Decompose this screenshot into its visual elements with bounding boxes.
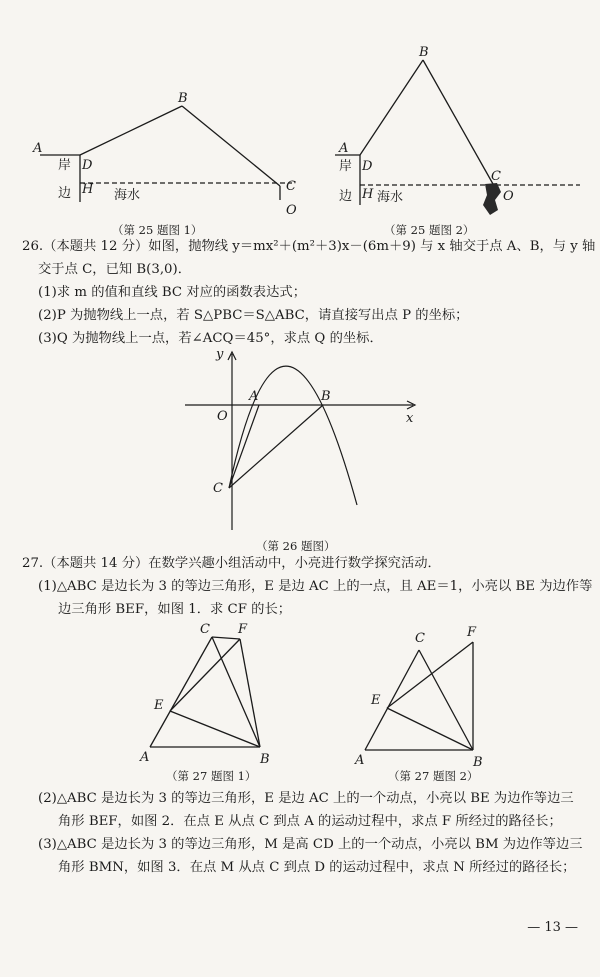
- fig25-2-sea: 海水: [377, 190, 404, 205]
- fig27-1-label-A: A: [140, 750, 150, 765]
- fig26-label-A: A: [249, 389, 259, 404]
- fig25-1-shore-2: 边: [58, 186, 72, 201]
- fig27-1-label-B: B: [260, 752, 270, 767]
- q26-part-2: (2)P 为抛物线上一点，若 S△PBC＝S△ABC，请直接写出点 P 的坐标；: [38, 308, 469, 323]
- fig27-2-caption: （第 27 题图 2）: [388, 769, 479, 783]
- page-number: — 13 —: [527, 920, 578, 935]
- q26-part-1: (1)求 m 的值和直线 BC 对应的函数表达式；: [38, 285, 306, 300]
- q27-part-2-line-2: 角形 BEF，如图 2．在点 E 从点 C 到点 A 的运动过程中，求点 F 所经过的路径长；: [58, 814, 562, 829]
- fig25-1-label-A: A: [33, 141, 43, 156]
- q27-part-1-line-1: (1)△ABC 是边长为 3 的等边三角形，E 是边 AC 上的一点，且 AE＝1，小亮以 BE 为边作等: [38, 579, 593, 594]
- q27-part-3-line-2: 角形 BMN，如图 3．在点 M 从点 C 到点 D 的运动过程中，求点 N 所经过的路径长；: [58, 860, 576, 875]
- fig25-2-caption: （第 25 题图 2）: [384, 223, 475, 237]
- fig25-2-label-H: H: [362, 187, 374, 202]
- fig25-2-shore-2: 边: [339, 189, 353, 204]
- fig26-label-y: y: [216, 347, 224, 362]
- fig25-1-label-B: B: [178, 91, 188, 106]
- fig25-2-label-O: O: [503, 189, 514, 204]
- fig25-1-label-C: C: [286, 179, 296, 194]
- fig27-2-label-A: A: [355, 753, 365, 768]
- fig25-1-shore-1: 岸: [58, 158, 72, 173]
- fig27-1-caption: （第 27 题图 1）: [166, 769, 257, 783]
- fig27-2-label-C: C: [415, 631, 425, 646]
- q26-stem-2: 交于点 C，已知 B(3,0)．: [38, 262, 191, 277]
- figure-25-2: [315, 40, 595, 220]
- q27-stem: 27.（本题共 14 分）在数学兴趣小组活动中，小亮进行数学探究活动．: [22, 556, 441, 571]
- q26-part-3: (3)Q 为抛物线上一点，若∠ACQ＝45°，求点 Q 的坐标．: [38, 331, 383, 346]
- figure-25-1: [30, 80, 320, 220]
- fig26-label-B: B: [321, 389, 331, 404]
- fig27-2-label-E: E: [371, 693, 381, 708]
- fig26-label-C: C: [213, 481, 223, 496]
- fig25-2-rock-icon: [483, 183, 501, 215]
- figure-27-1: [130, 615, 290, 770]
- fig26-label-x: x: [406, 411, 414, 426]
- fig25-1-label-H: H: [82, 182, 94, 197]
- q27-part-3-line-1: (3)△ABC 是边长为 3 的等边三角形，M 是高 CD 上的一个动点，小亮以 BM 为边作等边三: [38, 837, 583, 852]
- fig25-2-shore-1: 岸: [339, 159, 353, 174]
- fig25-2-label-A: A: [339, 141, 349, 156]
- figure-27-2: [345, 620, 505, 770]
- fig27-2-label-B: B: [473, 755, 483, 770]
- fig25-2-label-C: C: [491, 169, 501, 184]
- fig25-2-label-D: D: [362, 159, 373, 174]
- fig25-2-label-B: B: [419, 45, 429, 60]
- q27-part-2-line-1: (2)△ABC 是边长为 3 的等边三角形，E 是边 AC 上的一个动点，小亮以 BE 为边作等边三: [38, 791, 574, 806]
- fig27-1-label-C: C: [200, 622, 210, 637]
- figure-26: [175, 340, 425, 540]
- fig26-label-O: O: [217, 409, 228, 424]
- q26-stem-1: 26.（本题共 12 分）如图，抛物线 y＝mx²＋(m²＋3)x－(6m＋9) 与 x 轴交于点 A、B，与 y 轴: [22, 239, 596, 254]
- fig25-1-caption: （第 25 题图 1）: [112, 223, 203, 237]
- fig25-1-sea: 海水: [114, 188, 141, 203]
- fig27-1-label-F: F: [238, 622, 248, 637]
- fig27-1-label-E: E: [154, 698, 164, 713]
- fig25-1-label-O: O: [286, 203, 297, 218]
- fig27-2-label-F: F: [467, 625, 477, 640]
- fig25-1-label-D: D: [82, 158, 93, 173]
- q27-part-1-line-2: 边三角形 BEF，如图 1．求 CF 的长；: [58, 602, 292, 617]
- fig26-caption: （第 26 题图）: [256, 539, 336, 553]
